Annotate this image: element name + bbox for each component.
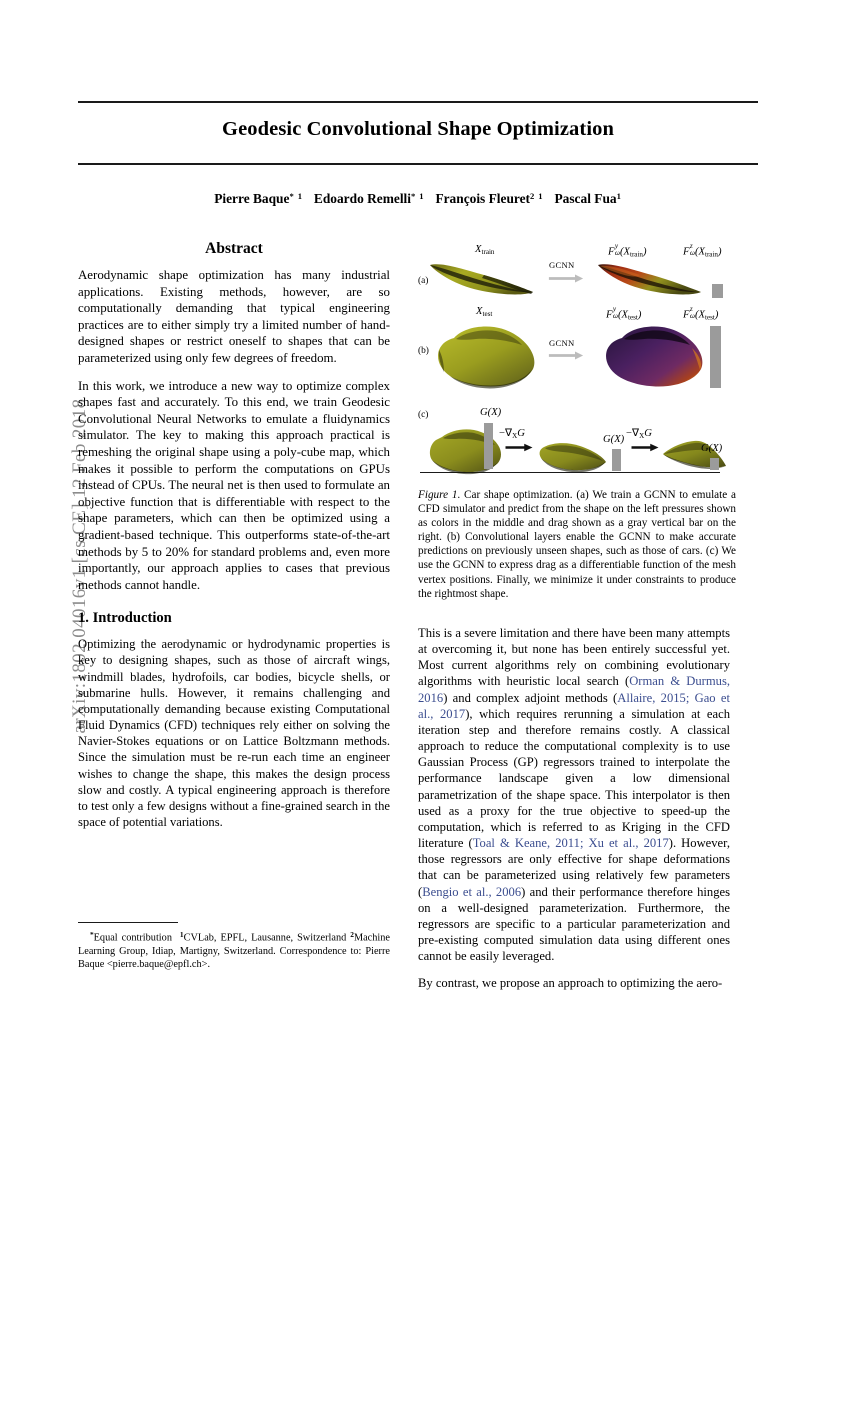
author-marks: * 1: [289, 191, 303, 201]
footnote-equal-contribution: Equal contribution: [93, 932, 172, 944]
arrow-gcnn-a-icon: [546, 274, 586, 283]
abstract-paragraph-1: Aerodynamic shape optimization has many industrial applications. Existing methods, however, are so computationally demanding that typical engineering practices are to either simply try a limited number of hand-designed shapes or restrict oneself to shapes that can be parameterized using only few degrees of freedom.: [78, 268, 390, 365]
author-entry: [554, 191, 621, 206]
panel-letter-b: (b): [418, 346, 429, 356]
figure-caption-label: Figure 1: [418, 489, 458, 501]
page-title: Geodesic Convolutional Shape Optimization: [222, 118, 614, 140]
citation-link[interactable]: Bengio et al., 2006: [422, 884, 522, 899]
drag-bar-train: [712, 284, 723, 298]
author-line: [78, 191, 758, 207]
author-marks: 1: [616, 191, 622, 201]
label-g-x-3: G(X): [701, 443, 723, 454]
footnote-text: [78, 928, 390, 971]
label-f-z-x-train: F z ω $(X_{train})$: [683, 242, 722, 259]
label-x-train: $X_{train}$: [475, 244, 495, 256]
author-name: François Fleuret: [435, 191, 531, 207]
citation-link[interactable]: Allaire, 2015; Gao et al., 2017: [418, 690, 730, 721]
author-entry: [435, 191, 543, 206]
author-name: Pierre Baque: [214, 191, 290, 207]
figure-caption-text: . Car shape optimization. (a) We train a GCNN to emulate a CFD simulator and predict from the shape on the left pressures shown as colors in the middle and drag shown as a gray vertical bar on the right. (b) Convolutional layers enable the GCNN to make accurate predictions on previously unseen shapes, such as those of cars. (c) We use the GCNN to express drag as a differentiable function of the mesh vertex positions. Finally, we minimize it under constraints to produce the rightmost shape.: [418, 489, 736, 600]
label-f-y-x-test: F y ω $(X_{test})$: [606, 305, 642, 322]
citation-link[interactable]: Orman & Durmus, 2016: [418, 674, 730, 705]
right-column-paragraph-2: By contrast, we propose an approach to optimizing the aero-: [418, 976, 723, 991]
label-gcnn-a: GCNN: [549, 260, 575, 270]
label-g-x-2: G(X): [603, 434, 625, 445]
abstract-heading: Abstract: [205, 240, 263, 257]
section-heading-introduction: 1. Introduction: [78, 610, 172, 627]
shape-train-mesh: [428, 259, 538, 301]
figure-1: [418, 240, 736, 484]
label-neg-grad-1: $-\nabla_XG$: [499, 428, 525, 440]
drag-bar-step-1: [612, 449, 621, 471]
shape-opt-step-1: [536, 439, 608, 473]
drag-bar-step-2: [710, 458, 719, 470]
footnote-mark-one: 1: [179, 930, 184, 939]
footnote-affil-2: Machine Learning Group, Idiap, Martigny, Switzerland. Correspondence to: Pierre Baque <pierre.baque@epfl.ch>.: [78, 932, 390, 970]
footnote-mark-two: 2: [350, 930, 354, 939]
abstract-paragraph-2: In this work, we introduce a new way to optimize complex shapes fast and accurately. To this end, we train Geodesic Convolutional Neural Networks to emulate a fluidynamics simulator. The key to making this approach practical is remeshing the original shape using a poly-cube map, which makes it possible to perform the computations on GPUs instead of CPUs. The neural net is then used to formulate an objective function that is differentiable with respect to the shape parameters, which can then be optimized using a gradient-based technique. This outperforms state-of-the-art methods by 5 to 20% for standard problems and, even more importantly, our approach applies to cases that previous methods cannot handle.: [78, 378, 390, 592]
author-marks: * 1: [410, 191, 425, 201]
arxiv-stamp: [0, 0, 90, 1100]
title-rule-top: [78, 101, 758, 103]
page-content: [78, 0, 758, 1100]
author-entry: [314, 191, 425, 206]
label-gcnn-b: GCNN: [549, 338, 575, 348]
figure-panel-c: [418, 406, 736, 484]
shape-train-pressure: [596, 259, 706, 301]
arrow-gradient-1-icon: [500, 443, 538, 452]
shape-test-car-mesh: [432, 322, 544, 394]
introduction-paragraph-1: Optimizing the aerodynamic or hydrodynamic properties is key to designing shapes, such as those of aircraft wings, windmill blades, hydrofoils, car bodies, bicycle shells, or submarine hulls. However, it remains challenging and computationally demanding because existing Computational Fluid Dynamics (CFD) techniques rely either on solving the Navier-Stokes equations or on Lattice Boltzmann methods. Since the simulation must be re-run each time an engineer wishes to change the shape, this makes the design process slow and costly. A typical engineering approach is therefore to test only a few designs without a fine-grained search in the space of potential variations.: [78, 637, 390, 829]
right-column-paragraph-1: This is a severe limitation and there have been many attempts at overcoming it, but none has been entirely successful yet. Most current algorithms rely on combining evolutionary algorithms with heuristic local search (Orman & Durmus, 2016) and complex adjoint methods (Allaire, 2015; Gao et al., 2017), which requires rerunning a simulation at each iteration step and therefore remains costly. A classical approach to reduce the computational complexity is to use Gaussian Process (GP) regressors trained to interpolate the performance landscape given a low dimensional parametrization of the shape space. This interpolator is then used as a proxy for the true objective to speed-up the computation, which is referred to as Kriging in the CFD literature (Toal & Keane, 2011; Xu et al., 2017). However, those regressors are only effective for shape deformations that can be parameterized using relatively few parameters (Bengio et al., 2006) and their performance therefore hinges on a well-designed parameterization. Furthermore, the regressors are specific to a particular parameterization and pre-existing computed simulation data using different ones cannot be easily leveraged.: [418, 626, 730, 964]
label-f-y-x-train: F y ω $(X_{train})$: [608, 242, 647, 259]
figure-caption: [418, 488, 736, 601]
author-entry: [214, 191, 303, 206]
arxiv-stamp-text: arXiv:1802.04016v1 [cs.CE] 12 Feb 2018: [69, 398, 90, 734]
citation-link[interactable]: Toal & Keane, 2011; Xu et al., 2017: [472, 836, 669, 851]
drag-bar-step-0: [484, 423, 493, 469]
drag-bar-test: [710, 326, 721, 388]
title-rule-bottom: [78, 163, 758, 165]
left-column: [78, 240, 390, 940]
arrow-gcnn-b-icon: [546, 351, 586, 360]
footnote-block: [78, 922, 390, 971]
panel-letter-c: (c): [418, 410, 429, 420]
panel-letter-a: (a): [418, 276, 429, 286]
figure-panel-a: [418, 240, 736, 306]
label-x-test: $X_{test}$: [476, 306, 493, 318]
label-g-x-1: G(X): [480, 407, 502, 418]
footnote-affil-1: CVLab, EPFL, Lausanne, Switzerland: [183, 932, 347, 944]
shape-test-car-pressure: [600, 322, 712, 394]
author-name: Pascal Fua: [554, 191, 617, 207]
footnote-rule: [78, 922, 178, 923]
author-marks: 2 1: [530, 191, 544, 201]
label-neg-grad-2: $-\nabla_XG$: [626, 428, 652, 440]
footnote-mark-star: *: [89, 930, 94, 939]
right-column: [418, 625, 730, 1415]
arrow-gradient-2-icon: [626, 443, 664, 452]
label-f-z-x-test: F z ω $(X_{test})$: [683, 305, 719, 322]
figure-panel-b: [418, 306, 736, 402]
author-name: Edoardo Remelli: [313, 191, 411, 207]
